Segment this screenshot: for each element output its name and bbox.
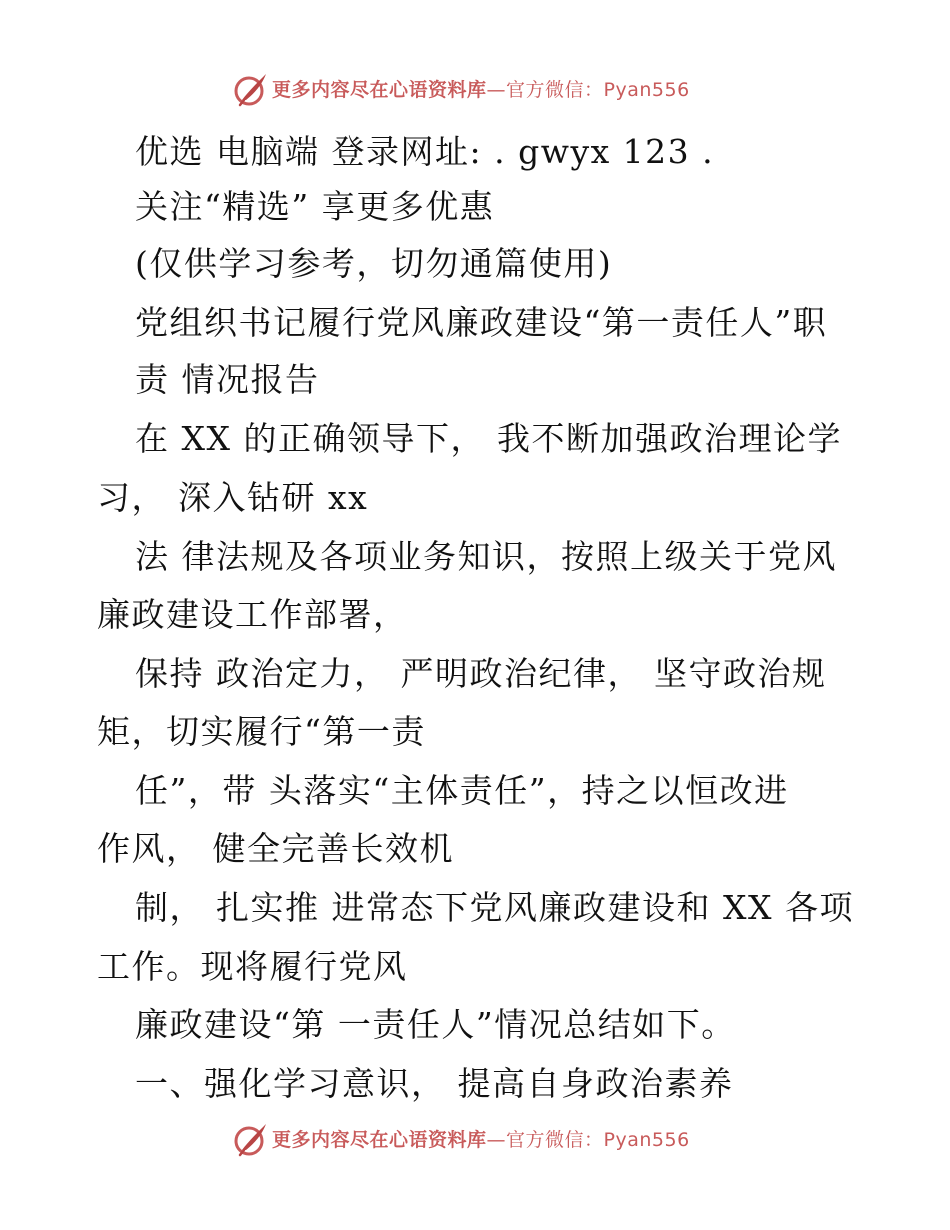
doc-paragraph-line: 习， 深入钻研 xx <box>97 478 369 517</box>
doc-title-line-1: 党组织书记履行党风廉政建设“第一责任人”职 <box>135 303 828 342</box>
doc-paragraph-line: 廉政建设“第 一责任人”情况总结如下。 <box>135 1005 736 1044</box>
watermark-brand: 更多内容尽在心语资料库 <box>272 1129 487 1151</box>
quill-logo-icon <box>232 1120 270 1158</box>
doc-paragraph-line: 作风， 健全完善长效机 <box>97 829 454 868</box>
watermark-brand: 更多内容尽在心语资料库 <box>272 79 487 101</box>
doc-paragraph-line: 任”，带 头落实“主体责任”，持之以恒改进 <box>135 771 789 810</box>
doc-paragraph-line: 廉政建设工作部署， <box>97 595 408 634</box>
watermark-wechat: 官方微信：Pyan556 <box>506 79 690 101</box>
watermark-separator: — <box>486 79 507 101</box>
watermark-text <box>272 78 690 102</box>
doc-line-disclaimer: (仅供学习参考，切勿通篇使用) <box>135 244 613 283</box>
doc-paragraph-line: 制， 扎实推 进常态下党风廉政建设和 XX 各项 <box>135 888 854 927</box>
doc-title-line-2: 责 情况报告 <box>135 360 320 399</box>
doc-paragraph-line: 法 律法规及各项业务知识，按照上级关于党风 <box>135 537 837 576</box>
footer-watermark <box>0 1120 950 1160</box>
quill-logo-icon <box>232 70 270 108</box>
watermark-separator: — <box>486 1129 507 1151</box>
doc-section-heading: 一、强化学习意识， 提高自身政治素养 <box>135 1064 734 1103</box>
doc-line-follow: 关注“精选” 享更多优惠 <box>135 187 495 226</box>
doc-paragraph-line: 保持 政治定力， 严明政治纪律， 坚守政治规 <box>135 654 827 693</box>
header-watermark <box>0 70 950 110</box>
watermark-text <box>272 1128 690 1152</box>
watermark-wechat: 官方微信：Pyan556 <box>506 1129 690 1151</box>
doc-paragraph-line: 矩，切实履行“第一责 <box>97 712 426 751</box>
doc-paragraph-line: 在 XX 的正确领导下， 我不断加强政治理论学 <box>135 419 842 458</box>
doc-line-website: 优选 电脑端 登录网址: . gwyx 123 . <box>135 132 715 171</box>
doc-paragraph-line: 工作。现将履行党风 <box>97 947 408 986</box>
